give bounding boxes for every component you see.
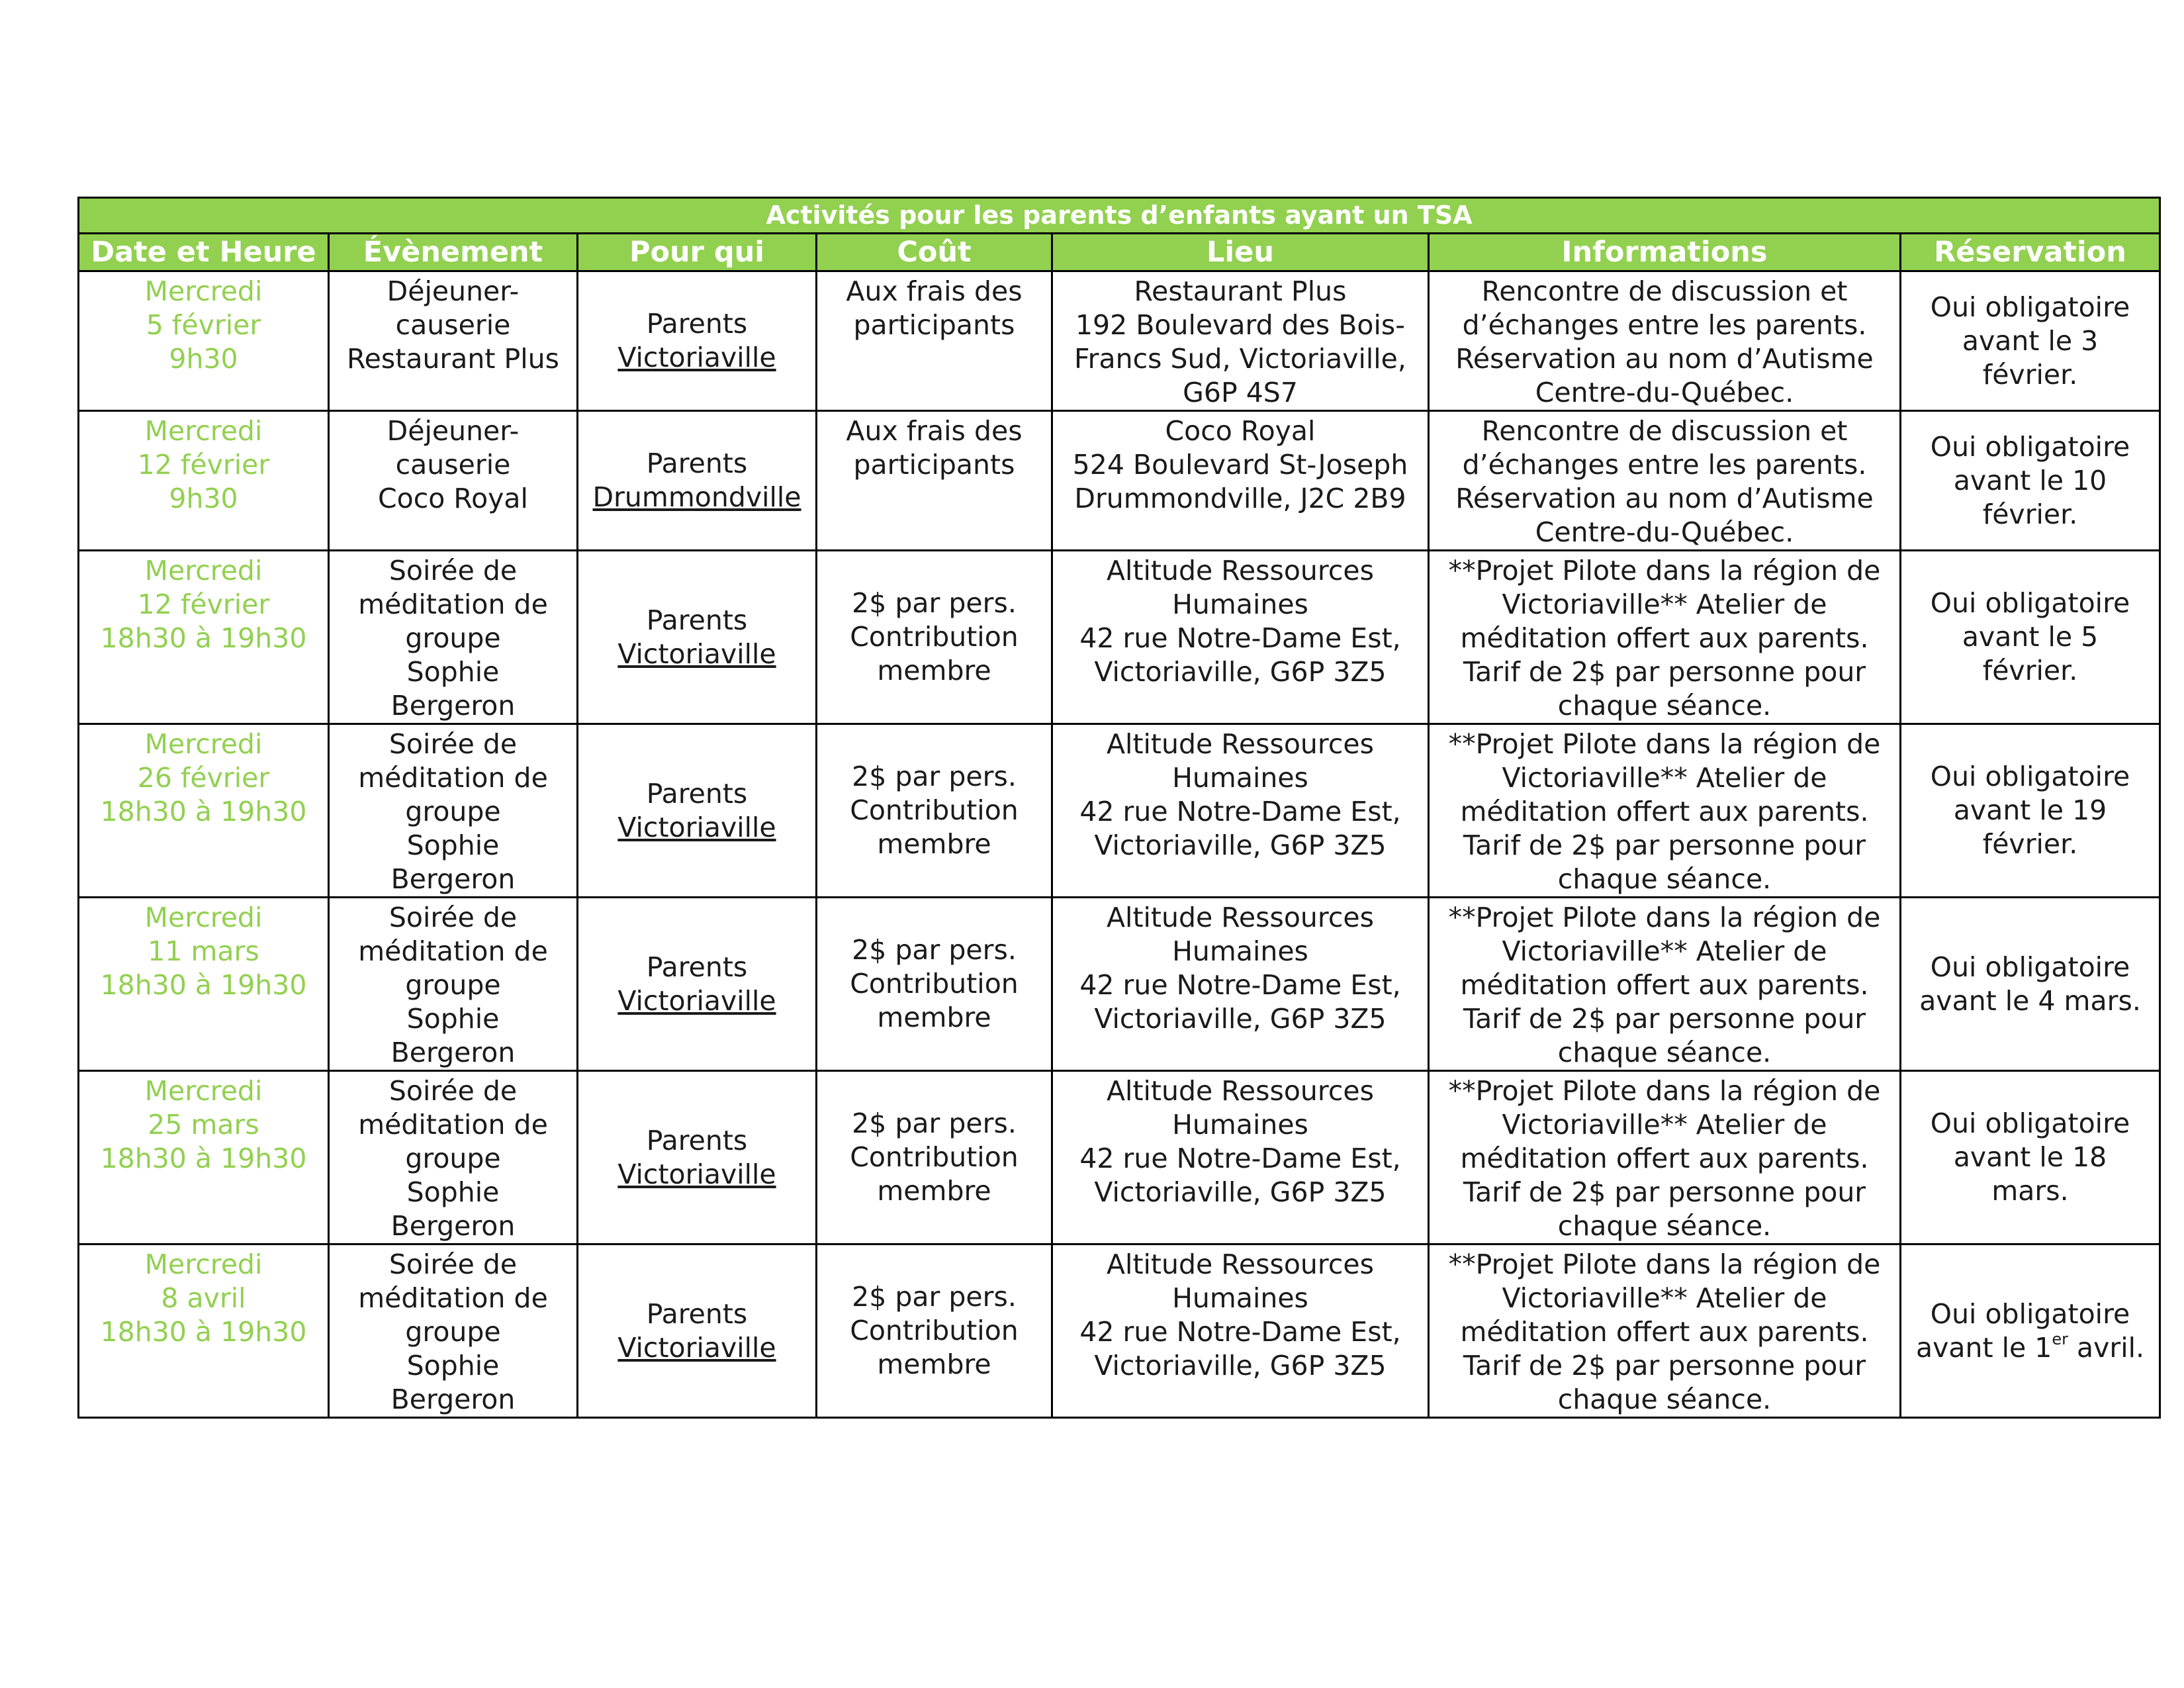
reservation-line: mars.: [1991, 1175, 2069, 1207]
table-title: Activités pour les parents d’enfants ayant un TSA: [79, 198, 2160, 234]
event-line: Restaurant Plus: [347, 343, 559, 375]
cost-line: Contribution: [850, 621, 1019, 653]
event-line: Soirée de: [388, 902, 518, 933]
info-cell: [1429, 551, 1901, 724]
event-line: groupe: [405, 969, 501, 1001]
event-line: Déjeuner-: [387, 415, 520, 447]
place-line: Altitude Ressources: [1107, 902, 1374, 933]
reservation-cell: [1901, 724, 2160, 898]
event-line: groupe: [405, 1316, 501, 1348]
date-cell: [79, 411, 329, 551]
date-day: Mercredi: [144, 728, 263, 760]
reservation-line: Oui obligatoire: [1930, 587, 2130, 619]
reservation-line: avant le 3: [1962, 324, 2099, 357]
who-city: Victoriaville: [617, 811, 776, 843]
place-cell: [1052, 411, 1429, 551]
info-line: Victoriaville** Atelier de: [1502, 1109, 1827, 1141]
who-label: Parents: [646, 1124, 748, 1156]
info-line: Réservation au nom d’Autisme: [1455, 343, 1874, 375]
cost-cell: [817, 898, 1052, 1071]
date-cell: [79, 271, 329, 411]
reservation-line: [1901, 1331, 2159, 1365]
who-cell: [578, 1071, 817, 1244]
place-line: Victoriaville, G6P 3Z5: [1094, 829, 1387, 861]
place-line: 42 rue Notre-Dame Est,: [1079, 796, 1401, 827]
info-cell: [1429, 724, 1901, 898]
date-date: 11 mars: [148, 935, 259, 967]
who-cell: [578, 724, 817, 898]
col-header-place: Lieu: [1052, 234, 1429, 271]
cost-line: 2$ par pers.: [852, 934, 1017, 966]
cost-cell: [817, 1244, 1052, 1418]
info-line: méditation offert aux parents.: [1460, 1143, 1869, 1174]
table-row: [79, 898, 2160, 1071]
reservation-line: février.: [1982, 828, 2078, 860]
cost-cell: [817, 724, 1052, 898]
date-date: 5 février: [146, 309, 261, 341]
info-line: Tarif de 2$ par personne pour: [1463, 656, 1866, 688]
info-line: méditation offert aux parents.: [1460, 1316, 1869, 1348]
info-line: Tarif de 2$ par personne pour: [1463, 1176, 1866, 1208]
info-line: d’échanges entre les parents.: [1462, 309, 1867, 341]
reservation-line: février.: [1982, 498, 2078, 530]
who-city: Victoriaville: [617, 1158, 776, 1190]
place-cell: [1052, 1244, 1429, 1418]
info-line: méditation offert aux parents.: [1460, 622, 1869, 654]
who-city: Drummondville: [592, 481, 801, 513]
who-cell: [578, 271, 817, 411]
reservation-line: Oui obligatoire: [1930, 1107, 2130, 1139]
place-line: Altitude Ressources: [1107, 555, 1374, 586]
place-line: Altitude Ressources: [1107, 728, 1374, 760]
date-date: 12 février: [137, 588, 270, 620]
event-cell: [329, 1071, 578, 1244]
ordinal-superscript: er: [2052, 1329, 2068, 1348]
place-cell: [1052, 1071, 1429, 1244]
event-line: Bergeron: [390, 1383, 516, 1415]
info-line: Victoriaville** Atelier de: [1502, 1282, 1827, 1314]
date-date: 25 mars: [148, 1109, 259, 1141]
cost-line: Contribution: [850, 1141, 1019, 1173]
who-city: Victoriaville: [617, 637, 776, 670]
table-row: [79, 1071, 2160, 1244]
who-cell: [578, 898, 817, 1071]
info-cell: [1429, 1071, 1901, 1244]
cost-line: participants: [853, 309, 1015, 341]
info-cell: [1429, 411, 1901, 551]
reservation-line: Oui obligatoire: [1930, 761, 2130, 792]
who-cell: [578, 1244, 817, 1418]
date-cell: [79, 898, 329, 1071]
place-line: Francs Sud, Victoriaville,: [1074, 343, 1406, 375]
date-day: Mercredi: [144, 1248, 263, 1280]
cost-cell: [817, 551, 1052, 724]
info-line: Rencontre de discussion et: [1481, 275, 1848, 307]
col-header-event: Évènement: [329, 234, 578, 271]
who-label: Parents: [646, 951, 748, 983]
event-cell: [329, 411, 578, 551]
col-header-info: Informations: [1429, 234, 1901, 271]
event-line: groupe: [405, 622, 501, 654]
cost-line: Contribution: [850, 1315, 1019, 1346]
col-header-reservation: Réservation: [1901, 234, 2160, 271]
date-cell: [79, 551, 329, 724]
reservation-date-prefix: avant le 1: [1915, 1331, 2052, 1364]
info-cell: [1429, 898, 1901, 1071]
place-line: Humaines: [1172, 588, 1308, 620]
cost-line: Contribution: [850, 968, 1019, 1000]
date-cell: [79, 1244, 329, 1418]
cost-line: membre: [877, 828, 991, 860]
event-line: Sophie: [406, 1003, 500, 1035]
info-line: Tarif de 2$ par personne pour: [1463, 1003, 1866, 1035]
who-label: Parents: [646, 308, 748, 340]
place-cell: [1052, 724, 1429, 898]
event-line: Bergeron: [390, 1210, 516, 1242]
place-line: 42 rue Notre-Dame Est,: [1079, 1316, 1401, 1348]
info-line: d’échanges entre les parents.: [1462, 449, 1867, 481]
reservation-line: Oui obligatoire: [1930, 430, 2130, 463]
date-time: 9h30: [169, 483, 238, 514]
who-label: Parents: [646, 1297, 748, 1330]
event-cell: [329, 551, 578, 724]
event-line: Soirée de: [388, 1075, 518, 1107]
place-line: Victoriaville, G6P 3Z5: [1094, 1176, 1387, 1208]
event-line: méditation de: [358, 1109, 548, 1141]
date-time: 18h30 à 19h30: [100, 796, 307, 827]
event-line: Sophie: [406, 1350, 500, 1382]
cost-cell: [817, 271, 1052, 411]
place-line: Restaurant Plus: [1134, 275, 1347, 307]
reservation-line: avant le 5: [1962, 621, 2099, 653]
event-line: Coco Royal: [378, 483, 528, 514]
cost-line: participants: [853, 449, 1015, 481]
event-line: Sophie: [406, 829, 500, 861]
cost-line: membre: [877, 1348, 991, 1380]
info-line: Centre-du-Québec.: [1535, 377, 1794, 408]
event-cell: [329, 1244, 578, 1418]
activities-table: [77, 197, 2161, 1419]
col-header-date: Date et Heure: [79, 234, 329, 271]
info-line: chaque séance.: [1557, 1383, 1772, 1415]
place-line: 192 Boulevard des Bois-: [1075, 309, 1406, 341]
place-line: 42 rue Notre-Dame Est,: [1079, 622, 1401, 654]
event-cell: [329, 898, 578, 1071]
date-day: Mercredi: [144, 275, 263, 307]
date-day: Mercredi: [144, 1075, 263, 1107]
event-line: Déjeuner-: [387, 275, 520, 307]
cost-line: 2$ par pers.: [852, 1107, 1017, 1139]
reservation-line: Oui obligatoire: [1930, 1297, 2130, 1330]
event-line: Soirée de: [388, 728, 518, 760]
event-line: Bergeron: [390, 690, 516, 722]
event-cell: [329, 724, 578, 898]
info-line: Réservation au nom d’Autisme: [1455, 483, 1874, 514]
cost-line: Aux frais des: [846, 415, 1023, 447]
place-line: Altitude Ressources: [1107, 1248, 1374, 1280]
place-cell: [1052, 271, 1429, 411]
cost-line: 2$ par pers.: [852, 587, 1017, 619]
place-cell: [1052, 551, 1429, 724]
table-row: [79, 551, 2160, 724]
event-line: groupe: [405, 796, 501, 827]
table-row: [79, 724, 2160, 898]
event-cell: [329, 271, 578, 411]
cost-line: membre: [877, 1175, 991, 1207]
reservation-line: Oui obligatoire: [1930, 291, 2130, 323]
info-line: Victoriaville** Atelier de: [1502, 935, 1827, 967]
info-line: Tarif de 2$ par personne pour: [1463, 829, 1866, 861]
place-line: Altitude Ressources: [1107, 1075, 1374, 1107]
cost-line: 2$ par pers.: [852, 1281, 1017, 1313]
who-label: Parents: [646, 777, 748, 810]
info-line: chaque séance.: [1557, 1037, 1772, 1068]
col-header-who: Pour qui: [578, 234, 817, 271]
reservation-cell: [1901, 1071, 2160, 1244]
event-line: groupe: [405, 1143, 501, 1174]
place-line: 42 rue Notre-Dame Est,: [1079, 1143, 1401, 1174]
cost-cell: [817, 411, 1052, 551]
place-line: Victoriaville, G6P 3Z5: [1094, 1003, 1387, 1035]
reservation-line: avant le 18: [1953, 1141, 2107, 1173]
info-cell: [1429, 1244, 1901, 1418]
date-time: 9h30: [169, 343, 238, 375]
table-row: [79, 1244, 2160, 1418]
reservation-line: avant le 19: [1953, 794, 2107, 826]
who-cell: [578, 551, 817, 724]
event-line: causerie: [395, 309, 511, 341]
reservation-cell: [1901, 271, 2160, 411]
reservation-line: avant le 10: [1953, 464, 2107, 496]
event-line: méditation de: [358, 1282, 548, 1314]
info-line: **Projet Pilote dans la région de: [1448, 728, 1881, 760]
reservation-cell: [1901, 411, 2160, 551]
date-day: Mercredi: [144, 902, 263, 933]
who-label: Parents: [646, 604, 748, 636]
cost-line: Aux frais des: [846, 275, 1023, 307]
reservation-date-suffix: avril.: [2068, 1331, 2145, 1364]
info-line: chaque séance.: [1557, 1210, 1772, 1242]
date-date: 26 février: [137, 762, 270, 794]
event-line: Bergeron: [390, 1037, 516, 1068]
info-line: chaque séance.: [1557, 863, 1772, 895]
place-line: Humaines: [1172, 1109, 1308, 1141]
info-line: Rencontre de discussion et: [1481, 415, 1848, 447]
event-line: méditation de: [358, 762, 548, 794]
reservation-line: février.: [1982, 655, 2078, 686]
place-cell: [1052, 898, 1429, 1071]
table-row: [79, 411, 2160, 551]
info-line: Tarif de 2$ par personne pour: [1463, 1350, 1866, 1382]
info-line: Victoriaville** Atelier de: [1502, 762, 1827, 794]
event-line: méditation de: [358, 588, 548, 620]
event-line: Sophie: [406, 1176, 500, 1208]
info-line: Victoriaville** Atelier de: [1502, 588, 1827, 620]
cost-line: 2$ par pers.: [852, 761, 1017, 792]
who-label: Parents: [646, 447, 748, 479]
reservation-line: février.: [1982, 358, 2078, 391]
cost-line: Contribution: [850, 794, 1019, 826]
info-line: **Projet Pilote dans la région de: [1448, 555, 1881, 586]
reservation-line: Oui obligatoire: [1930, 951, 2130, 983]
event-line: Soirée de: [388, 555, 518, 586]
date-date: 12 février: [137, 449, 270, 481]
info-line: **Projet Pilote dans la région de: [1448, 1248, 1881, 1280]
event-line: Sophie: [406, 656, 500, 688]
col-header-cost: Coût: [817, 234, 1052, 271]
event-line: Soirée de: [388, 1248, 518, 1280]
cost-cell: [817, 1071, 1052, 1244]
info-line: méditation offert aux parents.: [1460, 796, 1869, 827]
place-line: Humaines: [1172, 762, 1308, 794]
info-line: **Projet Pilote dans la région de: [1448, 902, 1881, 933]
info-cell: [1429, 271, 1901, 411]
info-line: chaque séance.: [1557, 690, 1772, 722]
place-line: Coco Royal: [1165, 415, 1316, 447]
date-cell: [79, 1071, 329, 1244]
date-time: 18h30 à 19h30: [100, 622, 307, 654]
date-time: 18h30 à 19h30: [100, 969, 307, 1001]
cost-line: membre: [877, 1002, 991, 1033]
info-line: Centre-du-Québec.: [1535, 516, 1794, 548]
place-line: Victoriaville, G6P 3Z5: [1094, 656, 1387, 688]
date-time: 18h30 à 19h30: [100, 1316, 307, 1348]
date-date: 8 avril: [161, 1282, 246, 1314]
who-city: Victoriaville: [617, 342, 776, 373]
place-line: Victoriaville, G6P 3Z5: [1094, 1350, 1387, 1382]
header-row: [79, 234, 2160, 271]
place-line: Humaines: [1172, 1282, 1308, 1314]
date-day: Mercredi: [144, 415, 263, 447]
info-line: méditation offert aux parents.: [1460, 969, 1869, 1001]
info-line: **Projet Pilote dans la région de: [1448, 1075, 1881, 1107]
reservation-cell: [1901, 551, 2160, 724]
event-line: méditation de: [358, 935, 548, 967]
place-line: G6P 4S7: [1183, 377, 1298, 408]
date-day: Mercredi: [144, 555, 263, 586]
place-line: Drummondville, J2C 2B9: [1074, 483, 1406, 514]
cost-line: membre: [877, 655, 991, 686]
place-line: Humaines: [1172, 935, 1308, 967]
who-city: Victoriaville: [617, 984, 776, 1017]
who-cell: [578, 411, 817, 551]
date-cell: [79, 724, 329, 898]
date-time: 18h30 à 19h30: [100, 1143, 307, 1174]
place-line: 524 Boulevard St-Joseph: [1072, 449, 1408, 481]
who-city: Victoriaville: [617, 1331, 776, 1364]
event-line: causerie: [395, 449, 511, 481]
reservation-line: avant le 4 mars.: [1919, 984, 2141, 1017]
place-line: 42 rue Notre-Dame Est,: [1079, 969, 1401, 1001]
table-row: [79, 271, 2160, 411]
reservation-cell: [1901, 898, 2160, 1071]
reservation-cell: [1901, 1244, 2160, 1418]
event-line: Bergeron: [390, 863, 516, 895]
